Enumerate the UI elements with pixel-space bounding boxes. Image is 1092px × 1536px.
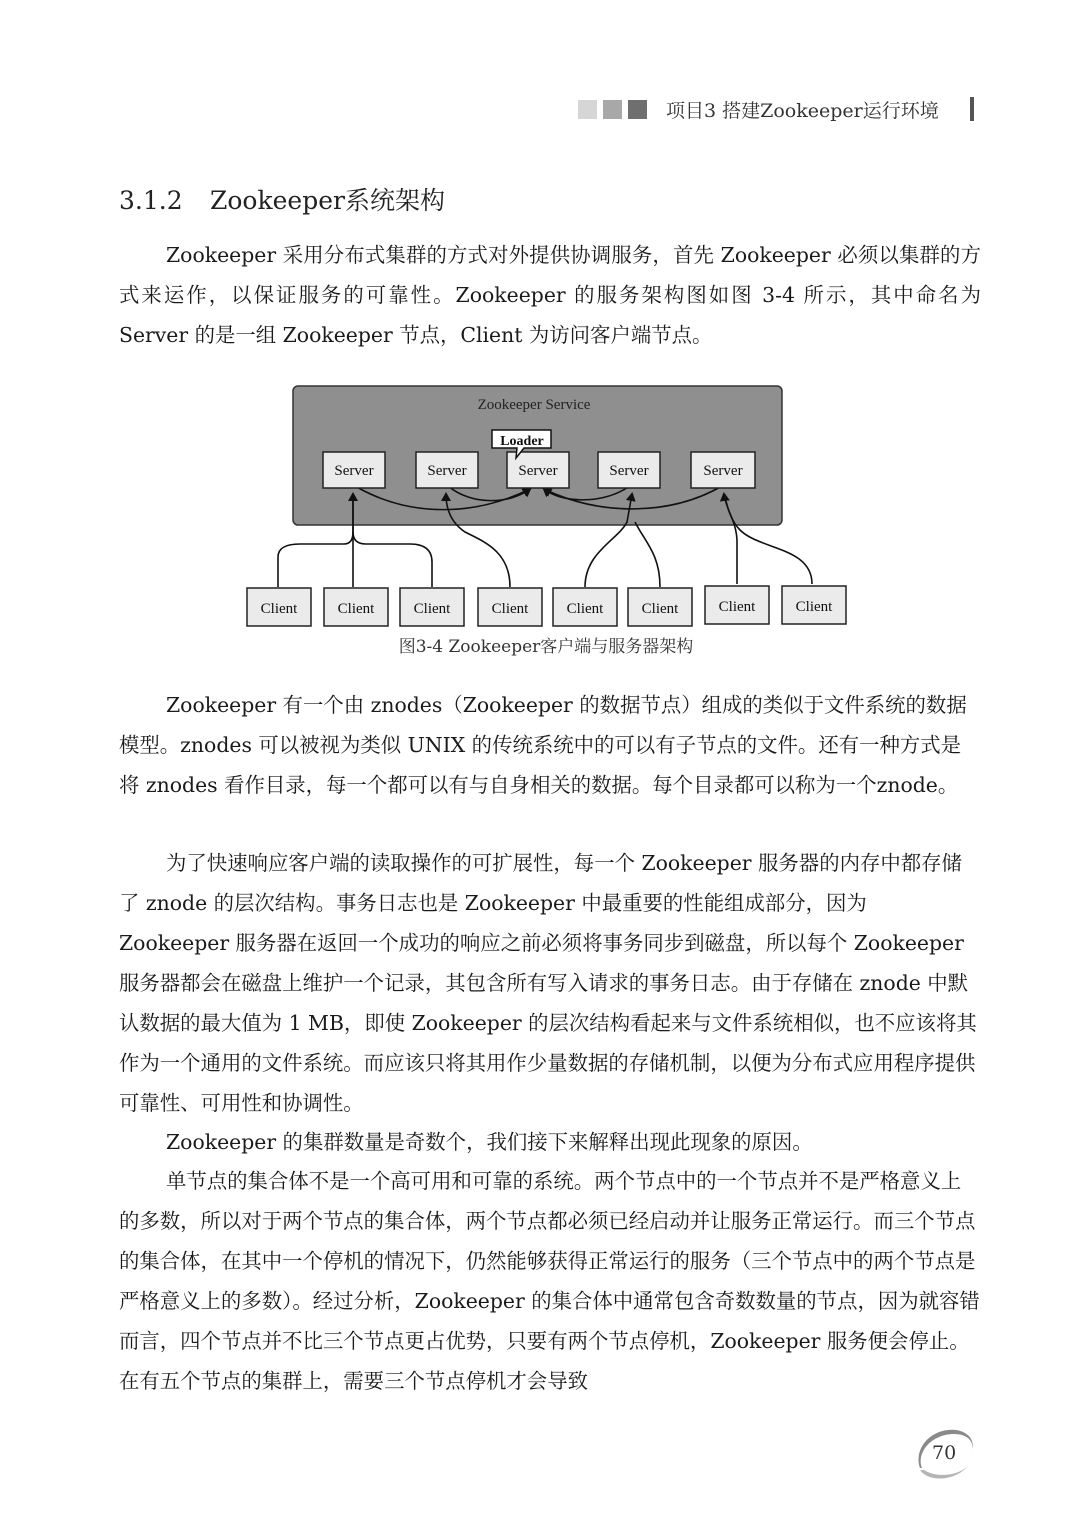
- server-label: Server: [334, 463, 374, 479]
- server-node: [691, 452, 755, 488]
- server-label: Server: [518, 463, 558, 479]
- figure-caption: 图3-4 Zookeeper客户端与服务器架构: [398, 637, 694, 657]
- header-bar: [970, 97, 974, 121]
- section-number: 3.1.2: [119, 186, 183, 215]
- client-label: Client: [337, 601, 375, 617]
- section-title: Zookeeper系统架构: [210, 186, 445, 215]
- client-link: [635, 522, 660, 587]
- server-node: [323, 452, 385, 488]
- architecture-diagram: [240, 382, 860, 630]
- client-label: Client: [260, 601, 298, 617]
- client-node: [705, 586, 769, 624]
- section-heading: [119, 181, 445, 217]
- client-node: [782, 586, 846, 624]
- header-square-dark: [628, 100, 647, 119]
- client-link: [353, 532, 432, 587]
- client-node: [324, 588, 388, 626]
- page-number: 70: [932, 1442, 957, 1464]
- client-label: Client: [718, 599, 756, 615]
- architecture-figure: [240, 382, 860, 630]
- client-node: [478, 588, 542, 626]
- client-node: [247, 588, 311, 626]
- header-square-light: [578, 100, 597, 119]
- header-square-mid: [603, 100, 622, 119]
- paragraph-hierarchy: 为了快速响应客户端的读取操作的可扩展性，每一个 Zookeeper 服务器的内存中都存储了 znode 的层次结构。事务日志也是 Zookeeper 中最重要的性能组成部分，因为 Zookeeper 服务器在返回一个成功的响应之前必须将事务同步到磁盘，所以每个 Zookeeper 服务器都会在磁盘上维护一个记录，其包含所有写入请求的事务日志。由于存储在 znode 中默认数据的最大值为 1 MB，即使 Zookeeper 的层次结构看起来与文件系统相似，也不应该将其作为一个通用的文件系统。而应该只将其用作少量数据的存储机制，以便为分布式应用程序提供可靠性、可用性和协调性。: [119, 851, 977, 1115]
- paragraph-fault-tolerance: 单节点的集合体不是一个高可用和可靠的系统。两个节点中的一个节点并不是严格意义上的多数，所以对于两个节点的集合体，两个节点都必须已经启动并让服务正常运行。而三个节点的集合体，在其中一个停机的情况下，仍然能够获得正常运行的服务（三个节点中的两个节点是严格意义上的多数）。经过分析，Zookeeper 的集合体中通常包含奇数数量的节点，因为就容错而言，四个节点并不比三个节点更占优势，只要有两个节点停机，Zookeeper 服务便会停止。在有五个节点的集群上，需要三个节点停机才会导致: [119, 1169, 980, 1393]
- server-node: [598, 452, 660, 488]
- paragraph-odd-count: Zookeeper 的集群数量是奇数个，我们接下来解释出现此现象的原因。: [166, 1130, 813, 1154]
- client-label: Client: [566, 601, 604, 617]
- client-label: Client: [795, 599, 833, 615]
- leader-label: Loader: [500, 434, 544, 449]
- server-node: [416, 452, 478, 488]
- server-label: Server: [609, 463, 649, 479]
- running-header: [578, 96, 982, 126]
- client-node: [628, 588, 692, 626]
- page-number-badge: [914, 1428, 976, 1484]
- client-label: Client: [491, 601, 529, 617]
- client-node: [400, 588, 464, 626]
- paragraph-znodes: Zookeeper 有一个由 znodes（Zookeeper 的数据节点）组成的类似于文件系统的数据模型。znodes 可以被视为类似 UNIX 的传统系统中的可以有子节点的文件。还有一种方式是将 znodes 看作目录，每一个都可以有与自身相关的数据。每个目录都可以称为一个znode。: [119, 693, 967, 797]
- service-label: Zookeeper Service: [477, 397, 591, 413]
- server-label: Server: [703, 463, 743, 479]
- client-label: Client: [413, 601, 451, 617]
- server-label: Server: [427, 463, 467, 479]
- paragraph-intro: Zookeeper 采用分布式集群的方式对外提供协调服务，首先 Zookeeper 必须以集群的方式来运作，以保证服务的可靠性。Zookeeper 的服务架构图如图 3-4 所示，其中命名为 Server 的是一组 Zookeeper 节点，Client 为访问客户端节点。: [119, 243, 981, 347]
- running-title: 项目3 搭建Zookeeper运行环境: [666, 100, 939, 122]
- client-label: Client: [641, 601, 679, 617]
- client-node: [553, 588, 617, 626]
